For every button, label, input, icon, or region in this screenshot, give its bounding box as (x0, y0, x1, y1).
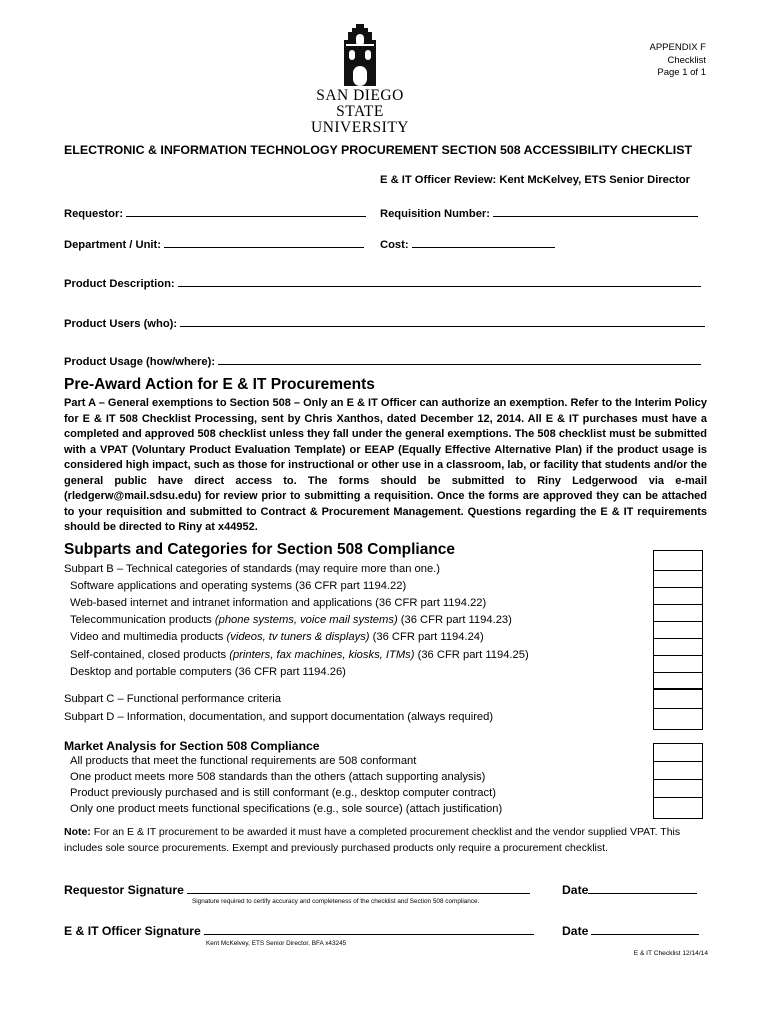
subpart-c-label: Subpart C – Functional performance criteria (64, 693, 282, 705)
market-checkbox-group (653, 743, 703, 819)
requisition-label: Requisition Number: (380, 208, 491, 220)
officer-signature-caption: Kent McKelvey, ETS Senior Director, BFA x43245 (206, 940, 347, 947)
university-logo (300, 22, 420, 136)
product-usage-label: Product Usage (how/where): (64, 356, 216, 368)
checkbox-market-1[interactable] (654, 744, 702, 762)
tower-emblem-icon (342, 22, 378, 86)
checkbox-subpart-b[interactable] (654, 551, 702, 571)
checkbox-software[interactable] (654, 571, 702, 588)
checkbox-telecom[interactable] (654, 605, 702, 622)
pre-award-heading: Pre-Award Action for E & IT Procurements (64, 376, 375, 393)
list-item: Only one product meets functional specifications (e.g., sole source) (attach justification) (70, 803, 503, 815)
checkbox-market-3[interactable] (654, 780, 702, 798)
officer-signature-line[interactable] (204, 922, 534, 935)
list-item: Self-contained, closed products (printers, fax machines, kiosks, ITMs) (36 CFR part 1194.25) (70, 649, 529, 661)
date-line-1[interactable] (588, 881, 697, 894)
list-item: All products that meet the functional requirements are 508 conformant (70, 755, 417, 767)
list-item: Telecommunication products (phone systems, voice mail systems) (36 CFR part 1194.23) (70, 614, 512, 626)
note-paragraph (64, 825, 714, 856)
checkbox-desktop[interactable] (654, 656, 702, 673)
note-label: Note: (64, 826, 91, 838)
cost-label: Cost: (380, 239, 409, 251)
product-description-field[interactable] (64, 275, 701, 290)
list-item: One product meets more 508 standards than the others (attach supporting analysis) (70, 771, 486, 783)
product-usage-field[interactable] (64, 353, 701, 368)
page-title: ELECTRONIC & INFORMATION TECHNOLOGY PROCUREMENT SECTION 508 ACCESSIBILITY CHECKLIST (64, 143, 693, 157)
requisition-field[interactable] (380, 205, 698, 220)
requestor-signature-caption: Signature required to certify accuracy and completeness of the checklist and Section 508 compliance. (192, 898, 480, 905)
date-line-2[interactable] (591, 922, 699, 935)
department-label: Department / Unit: (64, 239, 161, 251)
subpart-cd-checkbox-group (653, 688, 703, 730)
subpart-b-label: Subpart B – Technical categories of standards (may require more than one.) (64, 563, 441, 575)
list-item: Video and multimedia products (videos, tv tuners & displays) (36 CFR part 1194.24) (70, 631, 484, 643)
checkbox-video[interactable] (654, 622, 702, 639)
department-field[interactable] (64, 236, 364, 251)
subpart-d-label: Subpart D – Information, documentation, and support documentation (always required) (64, 711, 494, 723)
appendix-label (650, 42, 707, 80)
date-label-1: Date (562, 883, 589, 897)
university-name-line1: SAN DIEGO STATE (316, 87, 404, 120)
list-item: Product previously purchased and is still conformant (e.g., desktop computer contract) (70, 787, 496, 799)
list-item: Web-based internet and intranet information and applications (36 CFR part 1194.22) (70, 597, 487, 609)
checkbox-web[interactable] (654, 588, 702, 605)
checklist-line: Checklist (667, 54, 706, 66)
market-heading: Market Analysis for Section 508 Compliance (64, 739, 320, 753)
checkbox-market-4[interactable] (654, 798, 702, 816)
list-item: Desktop and portable computers (36 CFR part 1194.26) (70, 666, 346, 678)
footer-version: E & IT Checklist 12/14/14 (633, 950, 708, 957)
subparts-heading: Subparts and Categories for Section 508 Compliance (64, 541, 456, 558)
checkbox-market-2[interactable] (654, 762, 702, 780)
officer-review: E & IT Officer Review: Kent McKelvey, ETS Senior Director (380, 174, 691, 186)
checkbox-self-contained[interactable] (654, 639, 702, 656)
cost-field[interactable] (380, 236, 555, 251)
note-text: For an E & IT procurement to be awarded it must have a completed procurement checklist and the vendor supplied VPAT. This includes sole source procurements. Exempt and previously purchased products only require a procurement checklist. (64, 826, 681, 854)
checkbox-subpart-d[interactable] (654, 709, 702, 729)
checkbox-spare[interactable] (654, 673, 702, 689)
product-description-line[interactable] (178, 275, 701, 287)
list-item: Software applications and operating systems (36 CFR part 1194.22) (70, 580, 407, 592)
requestor-signature-field[interactable] (64, 881, 530, 897)
date-label-2: Date (562, 924, 589, 938)
requisition-line[interactable] (493, 205, 698, 217)
cost-line[interactable] (412, 236, 555, 248)
requestor-label: Requestor: (64, 208, 124, 220)
checkbox-subpart-c[interactable] (654, 689, 702, 709)
subpart-b-checkbox-group (653, 550, 703, 690)
product-usage-line[interactable] (218, 353, 701, 365)
product-users-field[interactable] (64, 315, 705, 330)
date-field-2[interactable] (562, 922, 699, 938)
requestor-signature-line[interactable] (187, 881, 530, 894)
requestor-signature-label: Requestor Signature (64, 883, 184, 897)
product-users-label: Product Users (who): (64, 318, 178, 330)
page-line: Page 1 of 1 (657, 67, 706, 78)
appendix-line: APPENDIX F (649, 42, 706, 53)
product-description-label: Product Description: (64, 278, 175, 290)
part-a-paragraph: Part A – General exemptions to Section 508 – Only an E & IT Officer can authorize an exemption. Refer to the Interim Policy for E & IT 508 Checklist Processing, sent by Chris Xanthos, dated December 12, 2014. All E & IT purchases must have a completed and approved 508 checklist unless they fall under the general exemptions. The 508 checklist must be submitted with a VPAT (Voluntary Product Evaluation Template) or EEAP (Equally Effective Alternative Plan) if the product usage is considered high impact, such as those for instructional or other use in a classroom, lab, or facility that students and/or the general public have direct access to. The forms should be submitted to Riny Ledgerwood via e-mail (rledgerw@mail.sdsu.edu) for review prior to submitting a requisition. Once the forms are approved they can be attached to your requisition and submitted to Contract & Procurement Management. Questions regarding the E & IT requirements should be directed to Riny at x44952. (64, 397, 707, 533)
product-users-line[interactable] (180, 315, 705, 327)
requestor-field[interactable] (64, 205, 366, 220)
date-field-1[interactable] (562, 881, 697, 897)
requestor-line[interactable] (126, 205, 366, 217)
officer-signature-field[interactable] (64, 922, 534, 938)
officer-signature-label: E & IT Officer Signature (64, 924, 201, 938)
university-name-line2: UNIVERSITY (311, 119, 409, 136)
department-line[interactable] (164, 236, 364, 248)
